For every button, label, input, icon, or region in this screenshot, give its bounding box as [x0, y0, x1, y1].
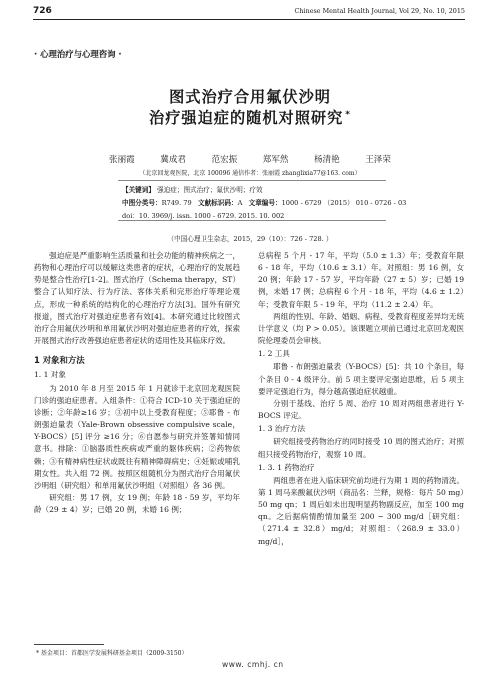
subsection-heading-treatment: 1. 3 治疗方法	[258, 424, 305, 434]
doi-line: doi：10. 3969/j. issn. 1000 - 6729. 2015. 10. 002	[122, 212, 285, 220]
subjects-paragraph: 为 2010 年 8 月至 2015 年 1 月就诊于北京回龙观医院门诊的强迫症患者。入组条件：①符合 ICD-10 关于强迫症的诊断；②年龄≥16 岁；③初中以上受教育程度；⑤耶鲁 - 布朗强迫量表（Yale-Brown obsessive compulsive scale，Y-BOCS）[5] 评分 ≥16 分；⑥自愿参与研究并签署知情同意书。排除：①脑器质性疾病或严重的躯体疾病；②药物依赖；③有精神病性症状或既往有精神障碍病史；④妊娠或哺乳期女性。共入组 72 例。按照区组随机分为图式治疗合用氟伏沙明组（研究组）和单用氟伏沙明组（对照组）各 36 例。	[34, 383, 240, 490]
left-column	[34, 250, 240, 516]
comparison-paragraph: 两组的性别、年龄、婚姻、病程、受教育程度差异均无统计学意义（均 P > 0.05）。该课题立项前已通过北京回龙观医院伦理委员会审核。	[258, 311, 464, 346]
intro-paragraph: 强迫症是严重影响生活质量和社会功能的精神疾病之一，药物和心理治疗可以缓解这类患者的症状，心理治疗的发展趋势是整合性治疗[1-2]。图式治疗（Schema therapy，ST）整合了认知疗法、行为疗法、客体关系和完形治疗等理论观点，形成一种系统的结构化的心理治疗方法[3]。国外有研究报道，图式治疗对强迫症患者有效[4]。本研究通过比较图式治疗合用氟伏沙明和单用氟伏沙明对强迫症患者的疗效，探索开展图式治疗改善强迫症患者症状的适用性及其临床疗效。	[34, 251, 240, 346]
footnote-rule	[34, 644, 104, 645]
classification-line	[122, 197, 406, 207]
keywords-label: 【关键词】	[122, 186, 155, 194]
funding-footnote: * 基金项目：首都医学发展科研基金项目（2009-3150）	[36, 650, 188, 657]
demographics-paragraph: 研究组：男 17 例，女 19 例；年龄 18 - 59 岁，平均年龄（29 ± 4）岁；已婚 20 例，未婚 16 例；	[34, 492, 240, 515]
title-line-2-text: 治疗强迫症的随机对照研究	[149, 109, 344, 127]
keywords-line	[122, 184, 263, 194]
subsection-heading-drug: 1. 3. 1 药物治疗	[258, 462, 315, 472]
running-header	[33, 6, 465, 20]
right-column	[258, 250, 464, 548]
doc-code-label: 文献标识码：	[198, 199, 238, 207]
keywords-text: 强迫症；图式治疗；氟伏沙明；疗效	[157, 186, 263, 194]
subsection-heading-tools: 1. 2 工具	[258, 349, 290, 359]
meta-rule-bottom	[118, 220, 386, 221]
clc-label: 中图分类号：	[122, 199, 162, 207]
subsection-heading-subjects: 1. 1 对象	[34, 370, 66, 380]
meta-rule-top	[118, 180, 386, 181]
doc-code-value: A	[237, 199, 243, 207]
article-no-value: 1000 - 6729 （2015） 010 - 0726 - 03	[281, 199, 407, 207]
citation-line: （中国心理卫生杂志，2015，29（10）：726 - 728. ）	[167, 235, 333, 243]
title-line-1: 图式治疗合用氟伏沙明	[169, 88, 331, 106]
journal-reference: Chinese Mental Health Journal, Vol 29, No. 10, 2015	[294, 7, 465, 15]
affiliation: （北京回龙观医院，北京 100096 通信作者：张丽霞 zhanglixia77@163. com）	[139, 170, 361, 177]
clc-value: R749. 79	[161, 199, 192, 207]
title-footnote-mark: *	[345, 109, 351, 120]
title-line-2	[70, 107, 430, 128]
header-rule	[33, 19, 465, 20]
evaluation-paragraph: 分别于基线、治疗 5 周、治疗 10 周对两组患者进行 Y-BOCS 评定。	[258, 398, 464, 421]
article-no-label: 文章编号：	[248, 199, 282, 207]
drug-paragraph: 两组患者在进入临床研究前均进行为期 1 周的药物清洗。第 1 周马来酸氟伏沙明（商品名：兰释，规格：每片 50 mg）50 mg qn；1 周后如未出现明显药物副反应，加至 100 mg qn。之后据病情酌情加量至 200 ~ 300 mg/d［研究组：（271.4 ± 32.8）mg/d；对照组：（268.9 ± 33.0）mg/d］，	[258, 475, 464, 546]
author-list: 张丽霞 冀成君 范宏振 郑军然 杨清艳 王泽荣	[108, 155, 391, 165]
tool-paragraph: 耶鲁 - 布朗强迫量表（Y-BOCS）[5]：共 10 个条目，每个条目 0 - 4 级评分。前 5 项主要评定强迫思维，后 5 项主要评定强迫行为，得分越高强迫症状越重。	[258, 362, 464, 396]
site-watermark: www. cmhj. cn	[222, 660, 284, 669]
column-tag: · 心理治疗与心理咨询 ·	[34, 49, 122, 59]
treatment-paragraph: 研究组接受药物治疗的同时接受 10 周的图式治疗；对照组只接受药物治疗，观察 10 周。	[258, 437, 464, 459]
section-heading-methods: 1 对象和方法	[34, 355, 85, 366]
demographics-continued: 总病程 5 个月 - 17 年，平均（5.0 ± 1.3）年；受教育年限 6 - 18 年，平均（10.6 ± 3.1）年。对照组：男 16 例，女 20 例；年龄 17 - 57 岁，平均年龄（27 ± 5）岁；已婚 19 例，未婚 17 例；总病程 6 个月 - 18 年，平均（4.6 ± 1.2）年；受教育年限 5 - 19 年，平均（11.2 ± 2.4）年。	[258, 251, 464, 309]
page-number: 726	[33, 6, 52, 16]
